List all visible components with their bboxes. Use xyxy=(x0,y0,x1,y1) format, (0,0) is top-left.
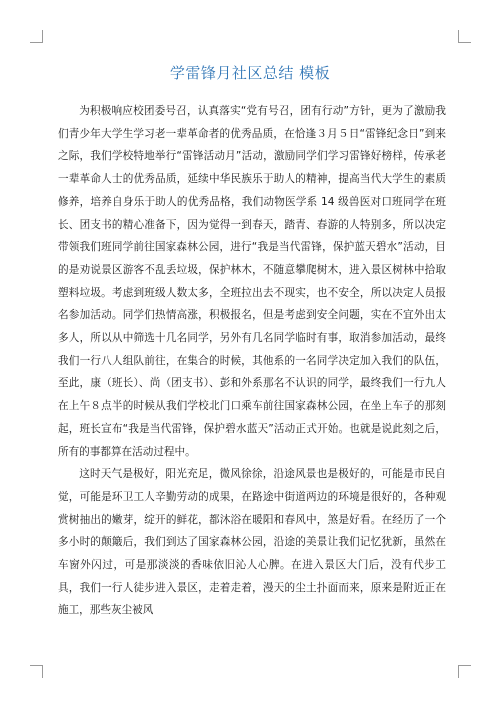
document-title: 学雷锋月社区总结 模板 xyxy=(169,64,331,82)
paragraph: 为积极响应校团委号召，认真落实“党有号召，团有行动”方针，更为了激励我们青少年大学生学习老一辈革命者的优秀品质，在恰逢３月５日“雷锋纪念日”到来之际，我们学校特地举行“雷锋活动月”活动，激励同学们学习雷锋好榜样，传承老一辈革命人士的优秀品质，延续中华民族乐于助人的精神，提高当代大学生的素质修养，培养自身乐于助人的优秀品格，我们动物医学系 14 级兽医对口班同学在班长、团支书的精心准备下，因为觉得一到春天，踏青、春游的人特别多，所以决定带领我们班同学前往国家森林公园，进行“我是当代雷锋，保护蓝天碧水”活动，目的是劝说景区游客不乱丢垃圾，保护林木，不随意攀爬树木，进入景区树林中拾取塑料垃圾。考虑到班级人数太多，全班拉出去不现实，也不安全，所以决定人员报名参加活动。同学们热情高涨，积极报名，但是考虑到安全问题，实在不宜外出太多人，所以从中筛选十几名同学，另外有几名同学临时有事，取消参加活动，最终我们一行八人组队前往，在集合的时候，其他系的一名同学决定加入我们的队伍，至此，康（班长）、尚（团支书）、彭和外系那名不认识的同学，最终我们一行九人在上午８点半的时候从我们学校北门口乘车前往国家森林公园，在坐上车子的那刻起，班长宣布“我是当代雷锋，保护碧水蓝天”活动正式开始。也就是说此刻之后，所有的事都算在活动过程中。 xyxy=(58,105,446,458)
crop-mark-bottom-right xyxy=(458,665,471,678)
paragraph: 这时天气是极好，阳光充足，微风徐徐，沿途风景也是极好的，可能是市民自觉，可能是环卫工人辛勤劳动的成果，在路途中街道两边的环境是很好的，各种观赏树抽出的嫩芽，绽开的鲜花，都沐浴在暖阳和春风中，煞是好看。在经历了一个多小时的颠簸后，我们到达了国家森林公园，沿途的美景让我们记忆犹新，虽然在车窗外闪过，可是那淡淡的香味依旧沁人心脾。在进入景区大门后，没有代步工具，我们一行人徒步进入景区，走着走着，漫天的尘土扑面而来，原来是附近正在施工，那些灰尘被风 xyxy=(58,468,446,617)
crop-mark-top-left xyxy=(30,30,43,43)
crop-mark-top-right xyxy=(458,30,471,43)
crop-mark-bottom-left xyxy=(30,665,43,678)
document-body xyxy=(58,100,446,622)
